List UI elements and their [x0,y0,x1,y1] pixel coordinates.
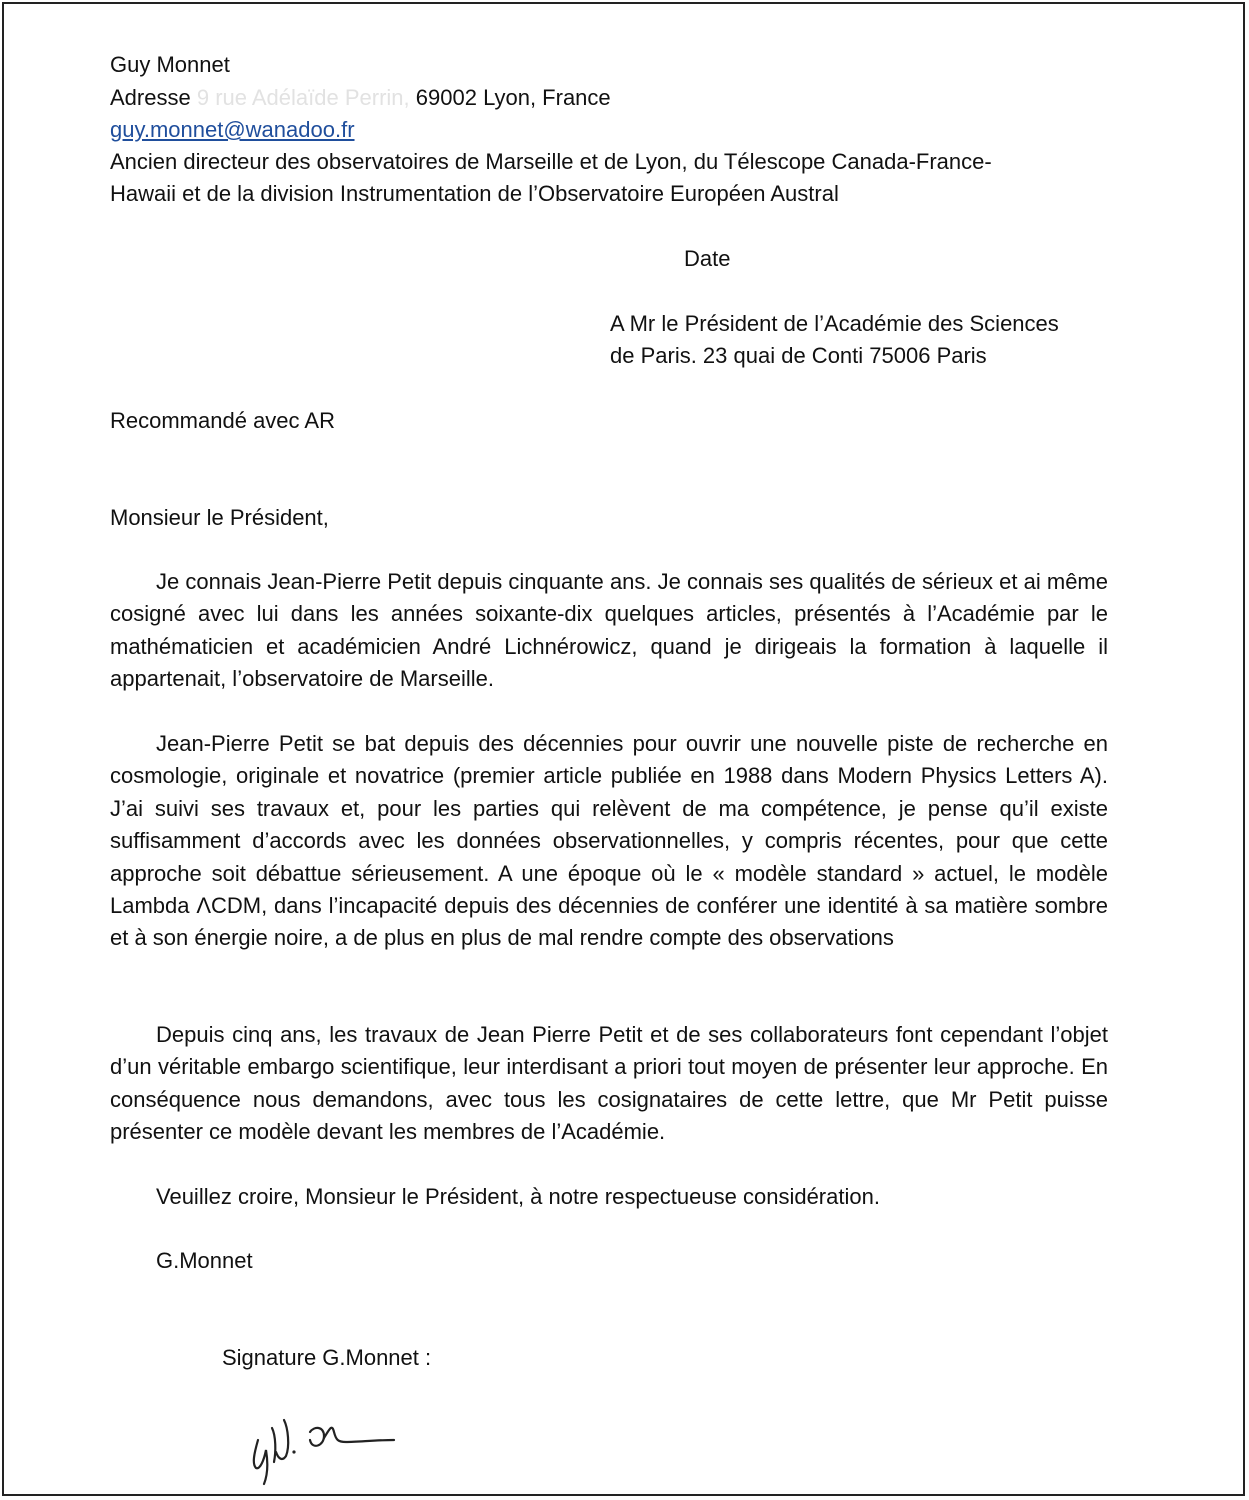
address-rest: 69002 Lyon, France [415,85,611,110]
address-label: Adresse [110,85,191,110]
typed-name: G.Monnet [156,1248,253,1273]
sender-address [110,82,611,114]
sender-name: Guy Monnet [110,52,230,77]
sender-title-line-2: Hawaii et de la division Instrumentation de l’Observatoire Européen Austral [110,181,839,206]
recipient-line-1: A Mr le Président de l’Académie des Sciences [610,311,1059,336]
closing-formula: Veuillez croire, Monsieur le Président, à notre respectueuse considération. [156,1184,880,1209]
sender-title-line-1: Ancien directeur des observatoires de Marseille et de Lyon, du Télescope Canada-France- [110,149,992,174]
recipient-line-2: de Paris. 23 quai de Conti 75006 Paris [610,343,987,368]
signature-label: Signature G.Monnet : [222,1345,432,1370]
date-label: Date [684,246,731,271]
sender-email-link[interactable]: guy.monnet@wanadoo.fr [110,117,355,142]
handwritten-signature [242,1406,402,1486]
paragraph-2: Jean-Pierre Petit se bat depuis des décennies pour ouvrir une nouvelle piste de recherche en cosmologie, originale et novatrice (premier article publiée en 1988 dans Modern Physics Letters A). J’ai suivi ses travaux et, pour les parties qui relèvent de ma compétence, je pense qu’il existe suffisamment d’accords avec les données observationnelles, y compris récentes, pour que cette approche soit débattue sérieusement. A une époque où le « modèle standard » actuel, le modèle Lambda ΛCDM, dans l’incapacité depuis des décennies de conférer une identité à sa matière sombre et à son énergie noire, a de plus en plus de mal rendre compte des observations [110,731,1108,951]
salutation: Monsieur le Président, [110,505,329,530]
paragraph-3: Depuis cinq ans, les travaux de Jean Pierre Petit et de ses collaborateurs font cependant l’objet d’un véritable embargo scientifique, leur interdisant a priori tout moyen de présenter leur approche. En conséquence nous demandons, avec tous les cosignataires de cette lettre, que Mr Petit puisse présenter ce modèle devant les membres de l’Académie. [110,1022,1108,1145]
paragraph-1: Je connais Jean-Pierre Petit depuis cinquante ans. Je connais ses qualités de sérieux et ai même cosigné avec lui dans les années soixante-dix quelques articles, présentés à l’Académie par le mathématicien et académicien André Lichnérowicz, quand je dirigeais la formation à laquelle il appartenait, l’observatoire de Marseille. [110,569,1108,692]
address-redacted: 9 rue Adélaïde Perrin, [196,85,410,110]
mail-mode: Recommandé avec AR [110,408,335,433]
